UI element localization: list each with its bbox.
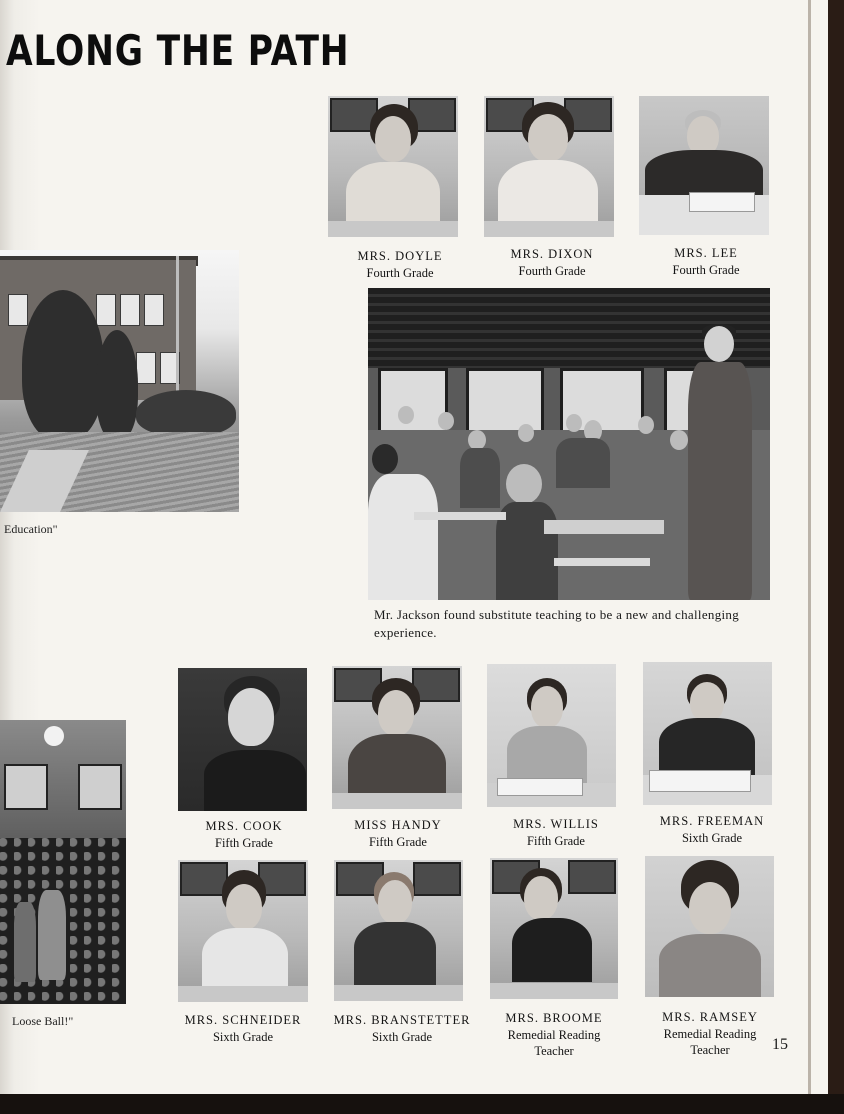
teacher-role: Sixth Grade [212, 1029, 274, 1044]
teacher-caption [171, 1012, 315, 1045]
teacher-role-line2: Teacher [534, 1044, 574, 1058]
face [375, 116, 411, 162]
student [638, 416, 654, 434]
basketball-game-photo [0, 720, 126, 1004]
student-dress [368, 474, 438, 600]
teacher-name: MRS. LEE [674, 246, 738, 260]
face [531, 686, 563, 728]
loose-ball-caption: Loose Ball!" [12, 1014, 74, 1028]
binding-edge [808, 0, 811, 1094]
student-body [460, 448, 500, 508]
building-window [120, 294, 140, 326]
teacher-role: Fourth Grade [366, 265, 434, 280]
teacher-name: MRS. RAMSEY [662, 1010, 758, 1024]
gym-window [78, 764, 122, 810]
student-desk [414, 512, 506, 520]
portrait-photo [487, 664, 616, 807]
teacher-caption [634, 245, 778, 278]
teacher-name: MRS. SCHNEIDER [184, 1013, 302, 1027]
portrait-photo [639, 96, 769, 235]
open-book [497, 778, 583, 796]
teacher-caption [484, 816, 628, 849]
teacher-caption [640, 813, 784, 846]
page-heading: ALONG THE PATH [6, 26, 350, 75]
desk [328, 221, 458, 237]
gym-window [4, 764, 48, 810]
portrait-photo [490, 858, 618, 999]
portrait-photo [643, 662, 772, 805]
building-window [144, 294, 164, 326]
classroom-caption: Mr. Jackson found substitute teaching to be a new and challenging experience. [374, 607, 740, 640]
student [468, 430, 486, 450]
teacher-name: MRS. DOYLE [357, 249, 443, 263]
portrait-photo [484, 96, 614, 237]
teacher-role: Fifth Grade [215, 835, 273, 850]
student-foreground [506, 464, 542, 504]
basketball-player [14, 902, 36, 982]
tree [96, 330, 138, 440]
teacher-role: Sixth Grade [681, 830, 743, 845]
wall-picture [568, 860, 616, 894]
gym-light [44, 726, 64, 746]
teacher-name: MRS. DIXON [510, 247, 594, 261]
portrait-photo [334, 860, 463, 1001]
building-window [8, 294, 28, 326]
face [689, 882, 731, 934]
teacher-role: Fourth Grade [672, 262, 740, 277]
face [690, 682, 724, 722]
jacket [354, 922, 436, 986]
student [398, 406, 414, 424]
teacher-name: MRS. BRANSTETTER [333, 1013, 471, 1027]
face [378, 880, 412, 924]
page-right-border [828, 0, 844, 1114]
school-building-photo [0, 250, 239, 512]
teacher-caption [638, 1009, 782, 1059]
portrait-photo [178, 668, 307, 811]
dress [512, 918, 592, 982]
teacher-name: MRS. BROOME [505, 1011, 603, 1025]
desk [332, 793, 462, 809]
teacher-caption [326, 817, 470, 850]
building-window [96, 294, 116, 326]
basketball-player [38, 890, 66, 980]
teacher-role: Remedial Reading [663, 1026, 757, 1041]
desk [334, 985, 463, 1001]
face [228, 688, 274, 746]
teacher-role: Remedial Reading [507, 1027, 601, 1042]
dress [659, 718, 755, 778]
portrait-photo [328, 96, 458, 237]
teacher-role: Fifth Grade [369, 834, 427, 849]
student [566, 414, 582, 432]
classroom-window [466, 368, 544, 436]
open-book [689, 192, 755, 212]
teacher-name: MISS HANDY [354, 818, 442, 832]
jacket [659, 934, 761, 997]
teacher-role: Fifth Grade [527, 833, 585, 848]
classroom-photo [368, 288, 770, 600]
face [378, 690, 414, 736]
building-window [136, 352, 156, 384]
teacher-name: MRS. WILLIS [513, 817, 599, 831]
desk [484, 221, 614, 237]
page-bottom-border [0, 1094, 844, 1114]
teacher-role: Sixth Grade [371, 1029, 433, 1044]
teacher-name: MRS. COOK [205, 819, 283, 833]
portrait-photo [332, 666, 462, 809]
sweater [507, 726, 587, 786]
portrait-photo [645, 856, 774, 997]
classroom-window [378, 368, 448, 436]
teacher-caption [172, 818, 316, 851]
wall-picture [413, 862, 461, 896]
shrubs [136, 390, 236, 436]
wall-picture [180, 862, 228, 896]
teacher-suit [688, 362, 752, 600]
teacher-caption [326, 1012, 478, 1045]
student-foreground [372, 444, 398, 474]
teacher-face [704, 326, 734, 362]
teacher-name: MRS. FREEMAN [659, 814, 765, 828]
student [518, 424, 534, 442]
page-number: 15 [772, 1036, 788, 1053]
teacher-caption [328, 248, 472, 281]
face [524, 876, 558, 920]
desk [490, 983, 618, 999]
student [670, 430, 688, 450]
student-body [556, 438, 610, 488]
education-caption: Education" [4, 522, 58, 536]
teacher-role-line2: Teacher [690, 1043, 730, 1057]
student-desk [554, 558, 650, 566]
portrait-photo [178, 860, 308, 1002]
student-desk [544, 520, 664, 534]
face [528, 114, 568, 162]
open-book [649, 770, 751, 792]
student [438, 412, 454, 430]
dress [204, 750, 306, 811]
desk [178, 986, 308, 1002]
blouse [202, 928, 288, 994]
evergreen-tree [22, 290, 104, 440]
face [226, 884, 262, 930]
teacher-standing [688, 326, 752, 600]
teacher-caption [482, 1010, 626, 1060]
teacher-caption [480, 246, 624, 279]
teacher-role: Fourth Grade [518, 263, 586, 278]
